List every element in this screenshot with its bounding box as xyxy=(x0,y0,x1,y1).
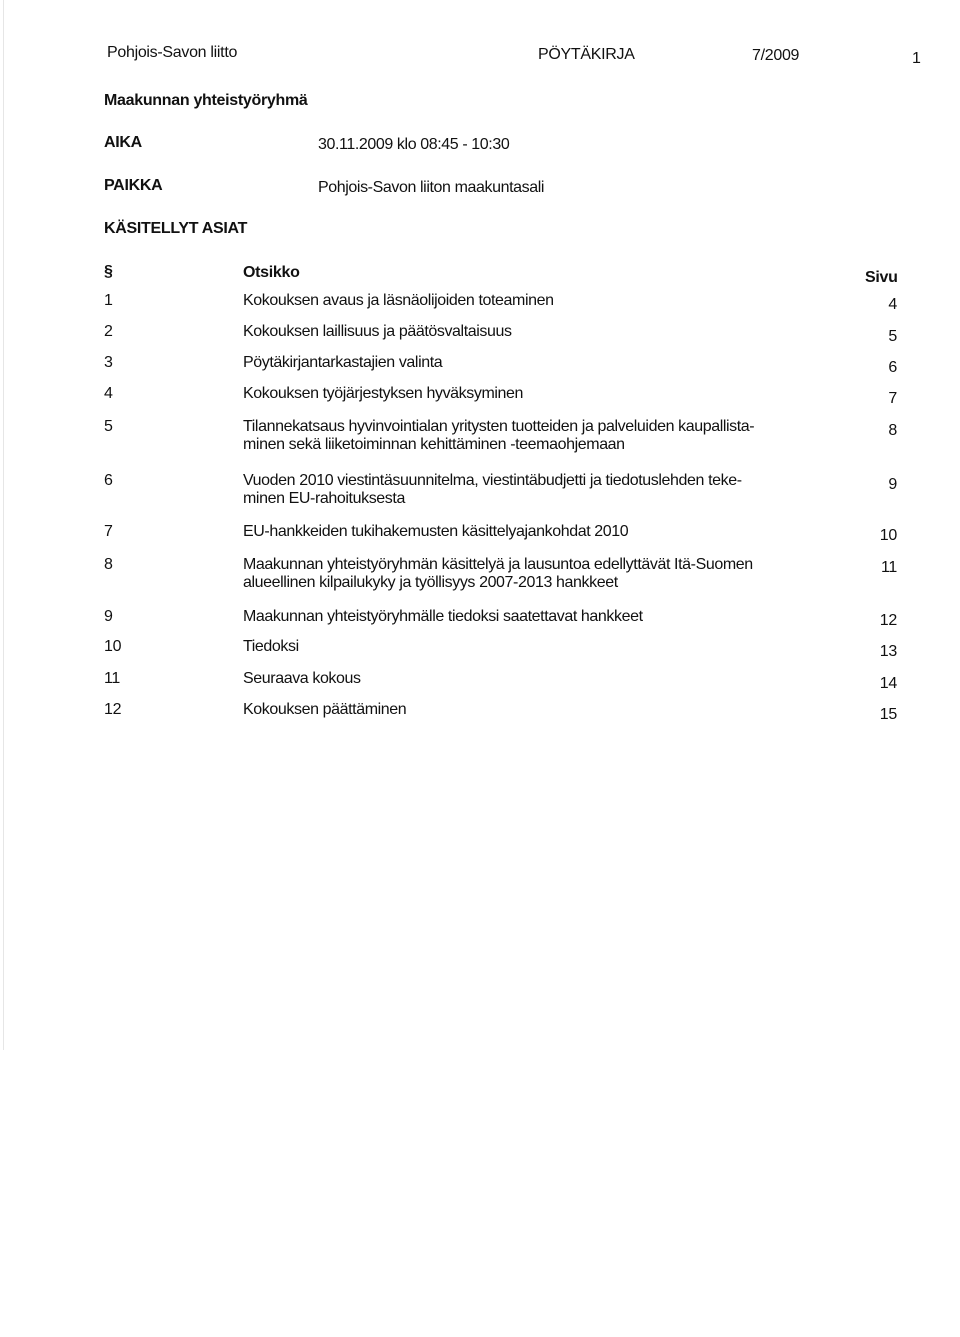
item-page: 6 xyxy=(888,359,897,376)
item-number: 4 xyxy=(104,385,113,402)
item-title: Kokouksen päättäminen xyxy=(243,701,407,718)
item-page: 15 xyxy=(879,706,897,723)
time-label: AIKA xyxy=(104,134,142,151)
item-number: 8 xyxy=(104,556,113,573)
item-page: 4 xyxy=(888,296,897,313)
item-number: 10 xyxy=(104,638,122,655)
page-number: 1 xyxy=(912,50,921,67)
section-column-header: § xyxy=(104,263,113,280)
item-number: 6 xyxy=(104,472,113,489)
item-number: 2 xyxy=(104,323,113,340)
item-page: 14 xyxy=(879,675,897,692)
item-title: Pöytäkirjantarkastajien valinta xyxy=(243,354,443,371)
item-number: 3 xyxy=(104,354,113,371)
item-page: 5 xyxy=(888,328,897,345)
item-title: EU-hankkeiden tukihakemusten käsittelyajankohdat 2010 xyxy=(243,523,629,540)
item-title: Maakunnan yhteistyöryhmän käsittelyä ja lausuntoa edellyttävät Itä-Suomen alueellinen kilpailukyky ja työllisyys 2007-2013 hankkeet xyxy=(243,556,753,591)
page-column-header: Sivu xyxy=(865,269,898,286)
item-number: 11 xyxy=(104,670,121,687)
item-page: 7 xyxy=(888,390,897,407)
item-number: 1 xyxy=(104,292,113,309)
item-title: Tilannekatsaus hyvinvointialan yritysten tuotteiden ja palveluiden kaupallista-minen sekä liiketoiminnan kehittäminen -teemaohjemaan xyxy=(243,418,755,453)
organization-name: Pohjois-Savon liitto xyxy=(107,44,238,61)
body-name: Maakunnan yhteistyöryhmä xyxy=(104,92,308,109)
item-number: 12 xyxy=(104,701,122,718)
item-title: Kokouksen työjärjestyksen hyväksyminen xyxy=(243,385,524,402)
item-page: 9 xyxy=(888,476,897,493)
item-title: Kokouksen avaus ja läsnäolijoiden toteaminen xyxy=(243,292,554,309)
item-page: 13 xyxy=(879,643,897,660)
item-title: Maakunnan yhteistyöryhmälle tiedoksi saatettavat hankkeet xyxy=(243,608,643,625)
page-edge-line xyxy=(3,0,4,1050)
place-value: Pohjois-Savon liiton maakuntasali xyxy=(318,179,545,196)
title-column-header: Otsikko xyxy=(243,264,300,281)
time-value: 30.11.2009 klo 08:45 - 10:30 xyxy=(318,136,510,153)
document-type: PÖYTÄKIRJA xyxy=(538,46,635,63)
item-number: 7 xyxy=(104,523,113,540)
item-page: 8 xyxy=(888,422,897,439)
item-title: Seuraava kokous xyxy=(243,670,361,687)
item-number: 9 xyxy=(104,608,113,625)
agenda-heading: KÄSITELLYT ASIAT xyxy=(104,220,248,237)
item-title: Tiedoksi xyxy=(243,638,299,655)
item-page: 12 xyxy=(879,612,897,629)
item-title: Kokouksen laillisuus ja päätösvaltaisuus xyxy=(243,323,512,340)
document-number: 7/2009 xyxy=(752,47,800,64)
place-label: PAIKKA xyxy=(104,177,163,194)
item-title: Vuoden 2010 viestintäsuunnitelma, viestintäbudjetti ja tiedotuslehden teke-minen EU-rahoituksesta xyxy=(243,472,742,507)
item-page: 10 xyxy=(879,527,897,544)
item-number: 5 xyxy=(104,418,113,435)
item-page: 11 xyxy=(880,559,897,576)
